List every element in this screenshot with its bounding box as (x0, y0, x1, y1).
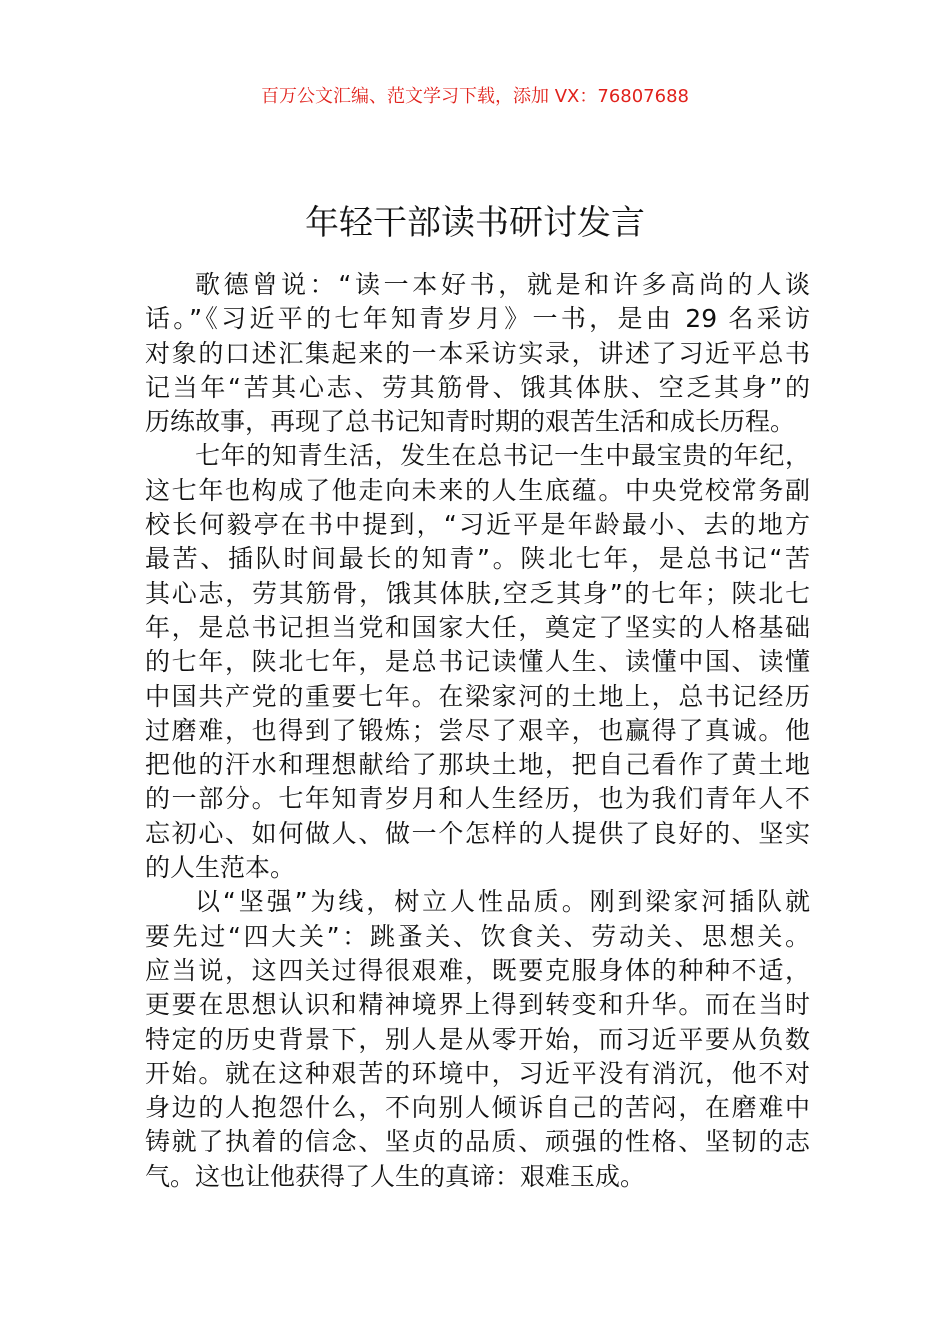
paragraph-1 (145, 268, 810, 439)
document-body (145, 268, 810, 1194)
text-line: 气。这也让他获得了人生的真谛：艰难玉成。 (145, 1161, 646, 1191)
text-line: 歌德曾说：“读一本好书，就是和许多高尚的人谈 (195, 270, 810, 299)
text-line: 忘初心、如何做人、做一个怎样的人提供了良好的、坚实 (145, 818, 810, 848)
paragraph-3 (145, 885, 810, 1194)
text-line: 其心志，劳其筋骨，饿其体肤,空乏其身”的七年；陕北七 (145, 578, 810, 608)
text-line: 话。”《习近平的七年知青岁月》一书，是由 29 名采访 (145, 304, 810, 334)
text-line: 最苦、插队时间最长的知青”。陕北七年，是总书记“苦 (145, 544, 810, 574)
text-line: 以“坚强”为线，树立人性品质。刚到梁家河插队就 (195, 887, 810, 917)
text-line: 七年的知青生活，发生在总书记一生中最宝贵的年纪， (195, 441, 810, 471)
text-line: 的七年，陕北七年，是总书记读懂人生、读懂中国、读懂 (145, 647, 810, 677)
text-line: 年，是总书记担当党和国家大任，奠定了坚实的人格基础 (145, 612, 810, 642)
text-line: 要先过“四大关”：跳蚤关、饮食关、劳动关、思想关。 (145, 921, 810, 951)
text-line: 记当年“苦其心志、劳其筋骨、饿其体肤、空乏其身”的 (145, 372, 810, 402)
text-line: 这七年也构成了他走向未来的人生底蕴。中央党校常务副 (145, 475, 810, 505)
paragraph-2 (145, 439, 810, 885)
text-line: 开始。就在这种艰苦的环境中，习近平没有消沉，他不对 (145, 1058, 810, 1088)
text-line: 身边的人抱怨什么，不向别人倾诉自己的苦闷，在磨难中 (145, 1093, 810, 1123)
text-line: 过磨难，也得到了锻炼；尝尽了艰辛，也赢得了真诚。他 (145, 715, 810, 745)
document-title: 年轻干部读书研讨发言 (305, 202, 645, 243)
text-line: 特定的历史背景下，别人是从零开始，而习近平要从负数 (145, 1024, 810, 1054)
text-line: 应当说，这四关过得很艰难，既要克服身体的种种不适， (145, 955, 810, 985)
text-line: 的一部分。七年知青岁月和人生经历，也为我们青年人不 (145, 784, 810, 814)
text-line: 对象的口述汇集起来的一本采访实录，讲述了习近平总书 (145, 338, 810, 368)
text-line: 铸就了执着的信念、坚贞的品质、顽强的性格、坚韧的志 (145, 1127, 810, 1157)
text-line: 更要在思想认识和精神境界上得到转变和升华。而在当时 (145, 990, 810, 1020)
text-line: 把他的汗水和理想献给了那块土地，把自己看作了黄土地 (145, 750, 810, 780)
text-line: 历练故事，再现了总书记知青时期的艰苦生活和成长历程。 (145, 407, 796, 437)
text-line: 中国共产党的重要七年。在梁家河的土地上，总书记经历 (145, 681, 810, 711)
text-line: 的人生范本。 (145, 853, 296, 883)
text-line: 校长何毅亭在书中提到，“习近平是年龄最小、去的地方 (145, 510, 810, 540)
header-note: 百万公文汇编、范文学习下载，添加 VX：76807688 (261, 86, 689, 107)
